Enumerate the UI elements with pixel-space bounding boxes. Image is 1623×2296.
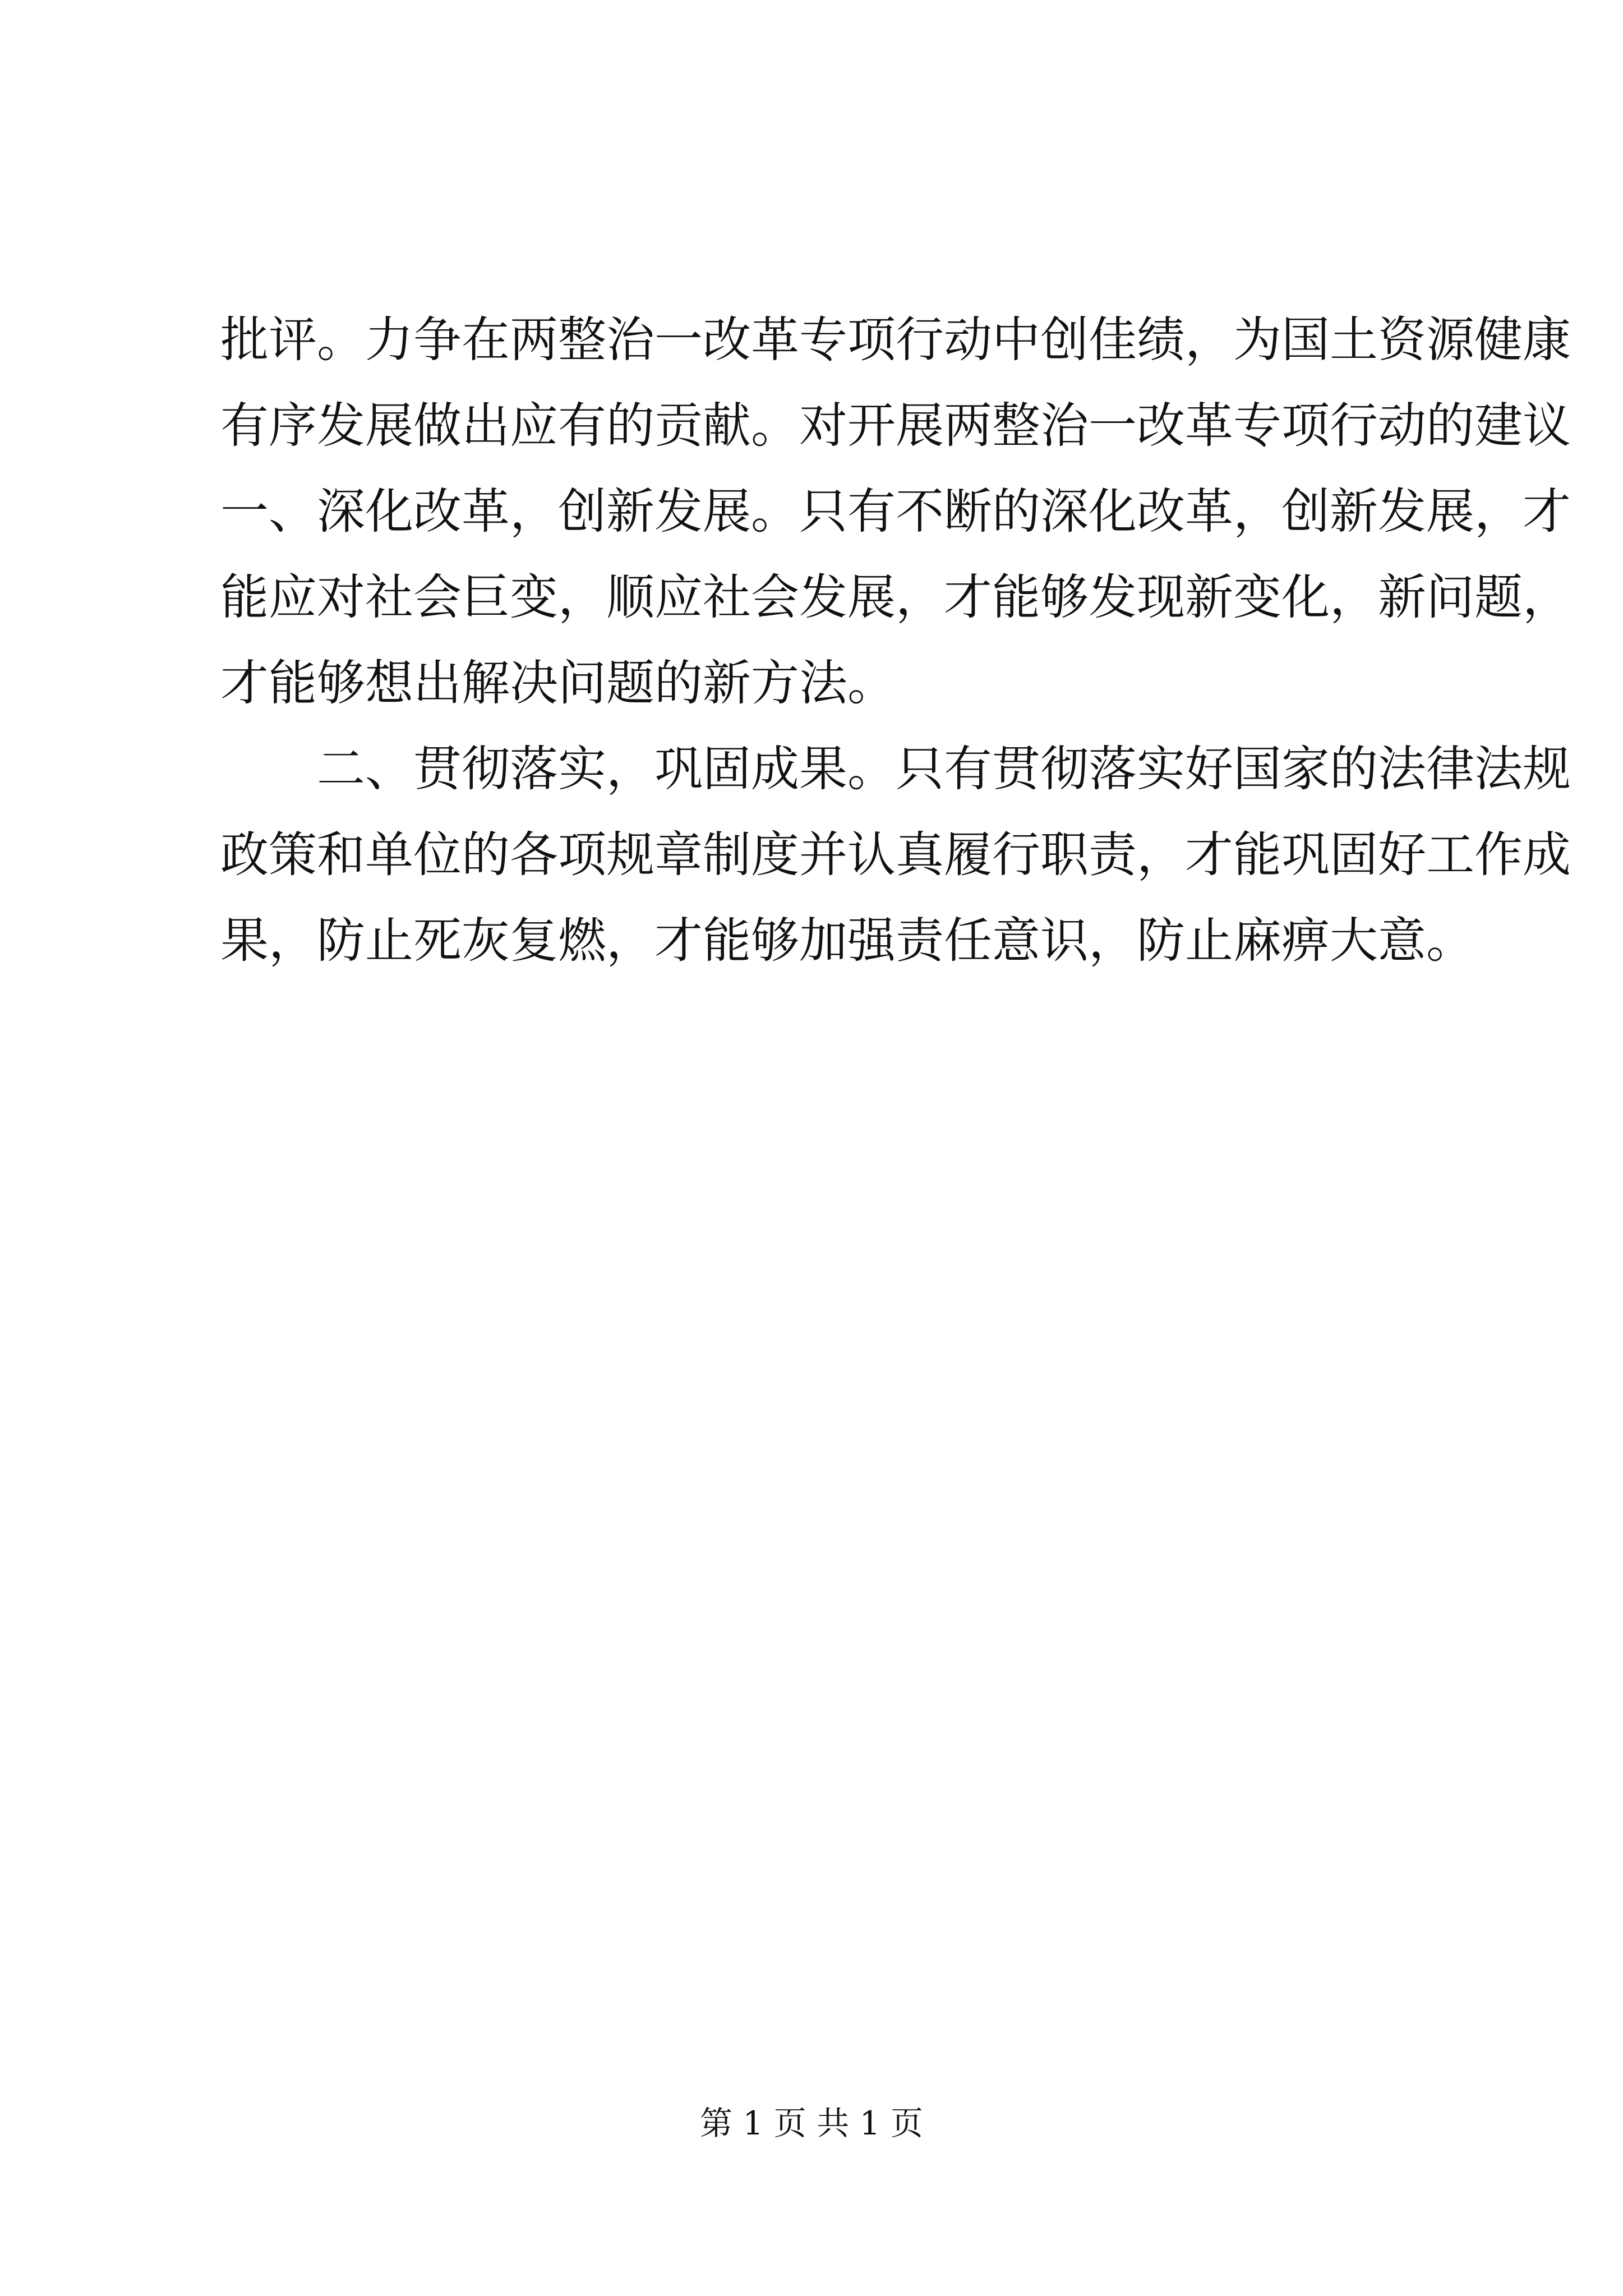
paragraph-line: 批评。力争在两整治一改革专项行动中创佳绩，为国土资源健康	[220, 312, 1571, 368]
paragraph-line: 有序发展做出应有的贡献。对开展两整治一改革专项行动的建议	[220, 398, 1571, 454]
paragraph-line: 能应对社会巨变，顺应社会发展，才能够发现新变化，新问题，	[220, 569, 1571, 625]
paragraph-2	[220, 726, 1571, 984]
paragraph-line: 果，防止死灰复燃，才能够加强责任意识，防止麻痹大意。	[220, 913, 1474, 969]
paragraph-line: 二、贯彻落实，巩固成果。只有贯彻落实好国家的法律法规	[317, 741, 1571, 797]
paragraph-line: 政策和单位的各项规章制度并认真履行职责，才能巩固好工作成	[220, 827, 1571, 883]
paragraph-line: 一、深化改革，创新发展。只有不断的深化改革，创新发展，才	[220, 484, 1571, 540]
document-body	[220, 297, 1571, 984]
paragraph-1	[220, 297, 1571, 726]
paragraph-line: 才能够想出解决问题的新方法。	[220, 655, 896, 711]
page-number-footer: 第 1 页 共 1 页	[700, 2104, 923, 2142]
